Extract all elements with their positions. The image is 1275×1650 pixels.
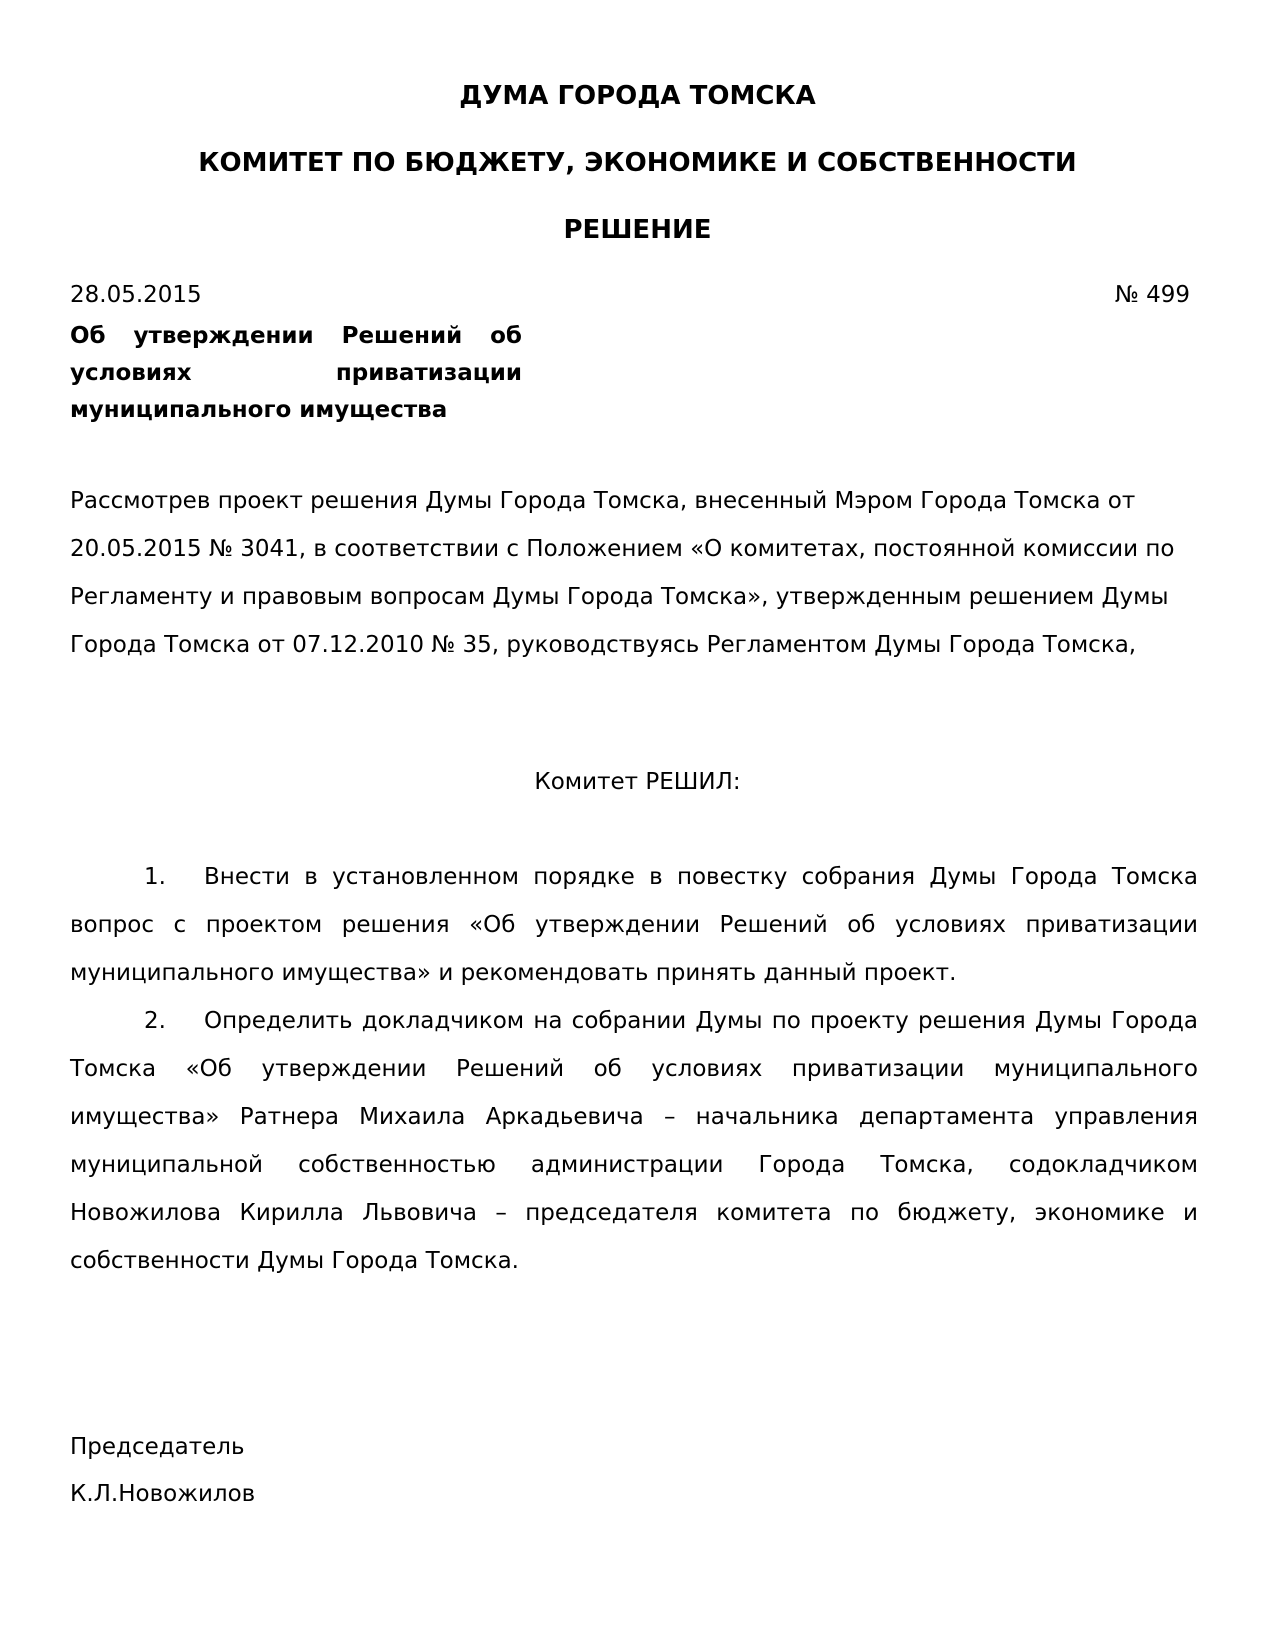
- signature-name: К.Л.Новожилов: [70, 1481, 256, 1507]
- decision-item-2: [70, 997, 1198, 1285]
- decision-number: № 499: [1114, 282, 1190, 308]
- item-text: Внести в установленном порядке в повестку собрания Думы Города Томска вопрос с проектом решения «Об утверждении Решений об условиях приватизации муниципального имущества» и рекомендовать принять данный проект.: [70, 864, 1198, 986]
- decision-item-1: [70, 853, 1198, 997]
- date-number-row: [70, 280, 1190, 310]
- item-number: 2.: [144, 1008, 166, 1034]
- intro-paragraph: Рассмотрев проект решения Думы Города Томска, внесенный Мэром Города Томска от 20.05.2015 № 3041, в соответствии с Положением «О комитетах, постоянной комиссии по Регламенту и правовым вопросам Думы Города Томска», утвержденным решением Думы Города Томска от 07.12.2010 № 35, руководствуясь Регламентом Думы Города Томска,: [70, 488, 1175, 658]
- item-text: Определить докладчиком на собрании Думы по проекту решения Думы Города Томска «Об утверждении Решений об условиях приватизации муниципального имущества» Ратнера Михаила Аркадьевича – начальника департамента управления муниципальной собственностью администрации Города Томска, содокладчиком Новожилова Кирилла Львовича – председателя комитета по бюджету, экономике и собственности Думы Города Томска.: [70, 1008, 1198, 1274]
- decision-date: 28.05.2015: [70, 282, 202, 308]
- decision-subject: Об утверждении Решений об условиях приватизации муниципального имущества: [70, 323, 522, 423]
- decision-heading: РЕШЕНИЕ: [563, 215, 712, 245]
- decision-items: [70, 853, 1198, 1285]
- signature-block: [70, 1424, 255, 1518]
- duma-heading: ДУМА ГОРОДА ТОМСКА: [459, 81, 816, 111]
- signature-title: Председатель: [70, 1434, 245, 1460]
- committee-heading: КОМИТЕТ ПО БЮДЖЕТУ, ЭКОНОМИКЕ И СОБСТВЕННОСТИ: [198, 148, 1077, 178]
- committee-decided: Комитет РЕШИЛ:: [534, 769, 741, 795]
- item-number: 1.: [144, 864, 166, 890]
